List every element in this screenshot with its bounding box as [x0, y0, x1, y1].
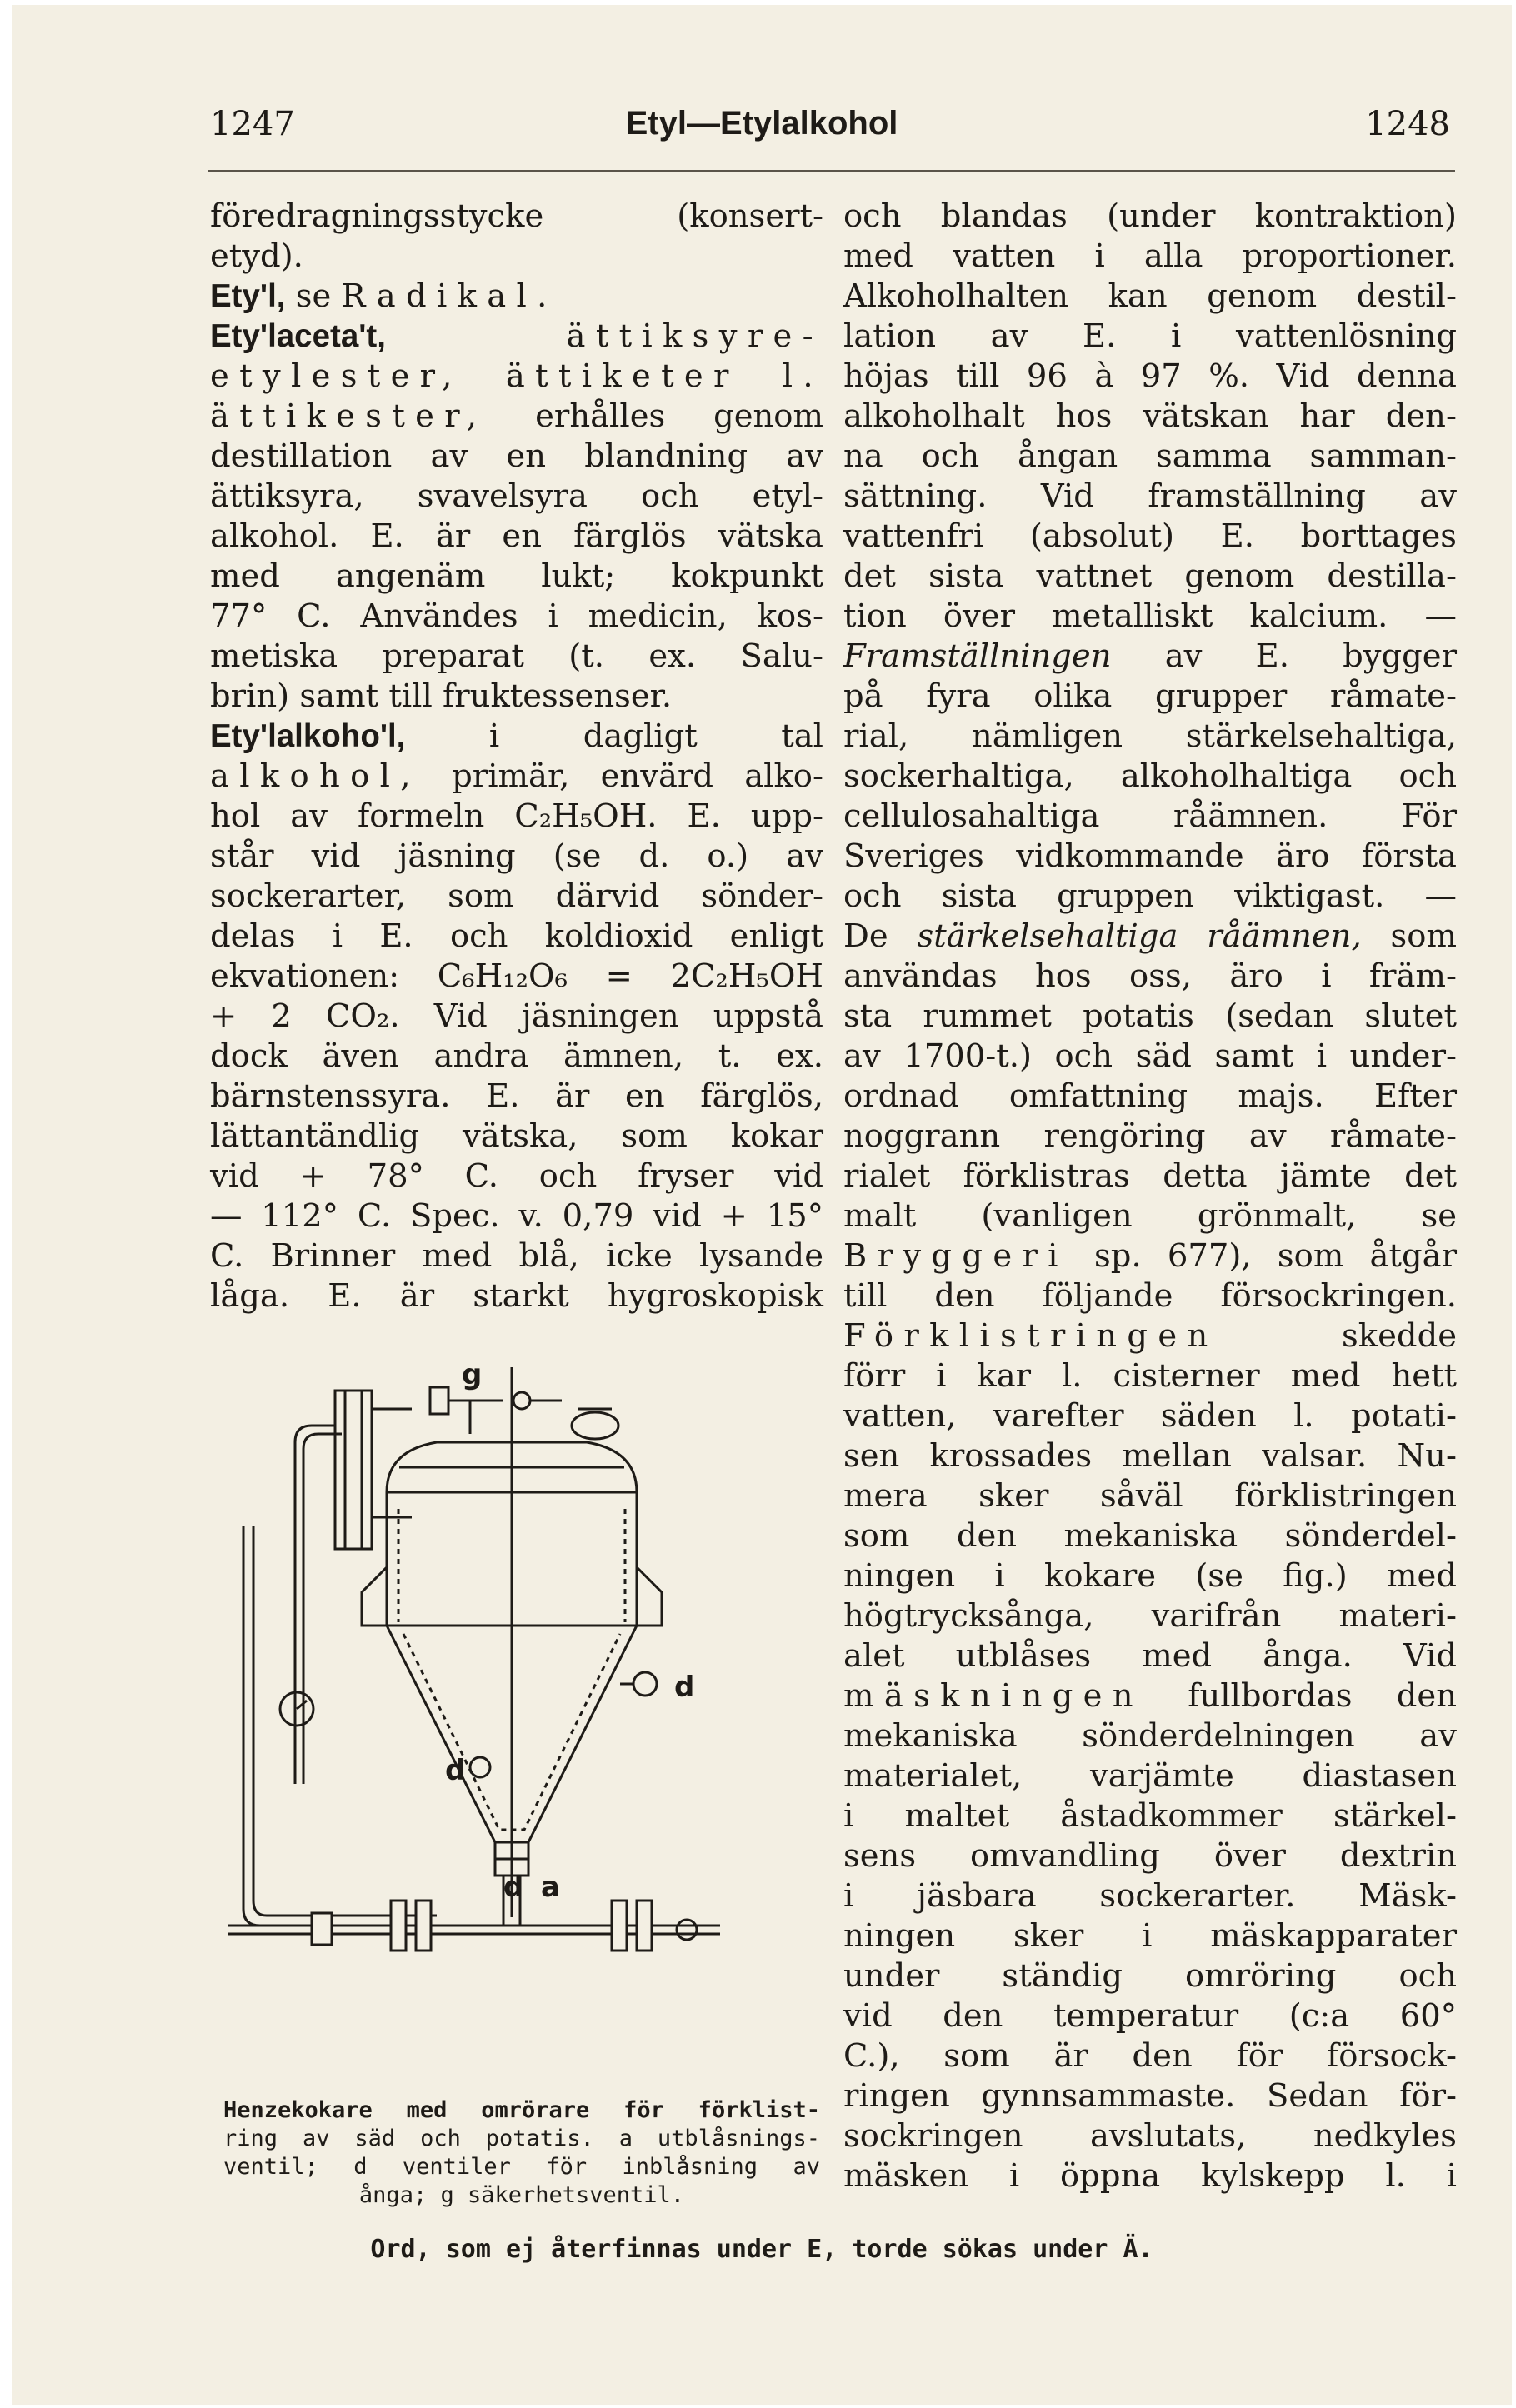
text-line: malt (vanligen grönmalt, se	[843, 1197, 1457, 1235]
text-line: alkohol, primär, envärd alko-	[210, 757, 823, 795]
text-line: tion över metalliskt kalcium. —	[843, 597, 1457, 635]
text-line: destillation av en blandning av	[210, 437, 823, 475]
text-line: — 112° C. Spec. v. 0,79 vid + 15°	[210, 1197, 823, 1235]
entry-etyl: Ety'l, se Radikal.	[210, 277, 558, 315]
page-number-left: 1247	[210, 105, 295, 143]
text-line: användas hos oss, äro i främ-	[843, 957, 1457, 995]
text-line: rial, nämligen stärkelsehaltiga,	[843, 717, 1457, 755]
text-line: materialet, varjämte diastasen	[843, 1757, 1457, 1795]
text-line: Förklistringen skedde	[843, 1317, 1457, 1355]
chemical-equation: ekvationen: C₆H₁₂O₆ = 2C₂H₅OH	[210, 957, 823, 995]
caption-line: ånga; g säkerhetsventil.	[358, 2182, 685, 2208]
text-line: låga. E. är starkt hygroskopisk	[210, 1277, 823, 1315]
henze-cooker-figure	[220, 1351, 820, 2084]
text-line: föredragningsstycke (konsert-	[210, 197, 823, 235]
section-term: stärkelsehaltiga råämnen,	[917, 917, 1362, 955]
page-footer-note: Ord, som ej återfinnas under E, torde sökas under Ä.	[370, 2235, 1153, 2264]
text-line: vid den temperatur (c:a 60°	[843, 1997, 1457, 2035]
text-line: i jäsbara sockerarter. Mäsk-	[843, 1877, 1457, 1915]
text-line: sen krossades mellan valsar. Nu-	[843, 1437, 1457, 1475]
text-line: på fyra olika grupper råmate-	[843, 677, 1457, 715]
cross-reference: Bryggeri	[843, 1237, 1068, 1275]
text-line: högtrycksånga, varifrån materi-	[843, 1597, 1457, 1635]
text-line: Framställningen av E. bygger	[843, 637, 1457, 675]
text-line: ordnad omfattning majs. Efter	[843, 1077, 1457, 1115]
text-line: bärnstenssyra. E. är en färglös,	[210, 1077, 823, 1115]
right-column	[843, 197, 1457, 2196]
headword: Ety'lalkoho'l,	[210, 718, 406, 754]
text-line: + 2 CO₂. Vid jäsningen uppstå	[210, 997, 823, 1035]
section-term: Framställningen	[843, 637, 1112, 675]
running-header	[12, 105, 1512, 163]
text-line: med vatten i alla proportioner.	[843, 237, 1457, 275]
text-line: etylester, ättiketer l.	[210, 357, 823, 395]
text-line: alkoholhalt hos vätskan har den-	[843, 397, 1457, 435]
text-line: rialet förklistras detta jämte det	[843, 1157, 1457, 1195]
headword: Ety'laceta't,	[210, 318, 386, 354]
text-line: i maltet åstadkommer stärkel-	[843, 1797, 1457, 1835]
text-line: De stärkelsehaltiga råämnen, som	[843, 917, 1457, 955]
text-line: delas i E. och koldioxid enligt	[210, 917, 823, 955]
entry-etylacetat: Ety'laceta't, ättiksyre-	[210, 317, 823, 355]
text-line: Sveriges vidkommande äro första	[843, 837, 1457, 875]
headword: Ety'l,	[210, 278, 286, 314]
label-d: d	[674, 1671, 695, 1704]
entry-etylalkohol: Ety'lalkoho'l, i dagligt tal	[210, 717, 823, 755]
text-line: mäsken i öppna kylskepp l. i	[843, 2157, 1457, 2195]
text-line: höjas till 96 à 97 %. Vid denna	[843, 357, 1457, 395]
label-d: d	[445, 1754, 466, 1787]
page-number-right: 1248	[1365, 105, 1450, 143]
text-line: Alkoholhalten kan genom destil-	[843, 277, 1457, 315]
label-a: a	[541, 1871, 560, 1904]
text-line: av 1700-t.) och säd samt i under-	[843, 1037, 1457, 1075]
text-line: mekaniska sönderdelningen av	[843, 1717, 1457, 1755]
text-line: ättiksyra, svavelsyra och etyl-	[210, 477, 823, 515]
text-line: na och ångan samma samman-	[843, 437, 1457, 475]
label-d: d	[503, 1871, 524, 1904]
text-line: lättantändlig vätska, som kokar	[210, 1117, 823, 1155]
text-line: alkohol. E. är en färglös vätska	[210, 517, 823, 555]
section-term: Förklistringen	[843, 1317, 1218, 1355]
text-line: metiska preparat (t. ex. Salu-	[210, 637, 823, 675]
text-line: sättning. Vid framställning av	[843, 477, 1457, 515]
text-line: ättikester, erhålles genom	[210, 397, 823, 435]
text-line: vatten, varefter säden l. potati-	[843, 1397, 1457, 1435]
text-line: mäskningen fullbordas den	[843, 1677, 1457, 1715]
text-line: sta rummet potatis (sedan slutet	[843, 997, 1457, 1035]
text-line: lation av E. i vattenlösning	[843, 317, 1457, 355]
text-line: och blandas (under kontraktion)	[843, 197, 1457, 235]
left-column	[210, 197, 823, 1316]
text-line: och sista gruppen viktigast. —	[843, 877, 1457, 915]
text-line: C.), som är den för försock-	[843, 2037, 1457, 2075]
text-line: C. Brinner med blå, icke lysande	[210, 1237, 823, 1275]
text-line: dock även andra ämnen, t. ex.	[210, 1037, 823, 1075]
text-line: Bryggeri sp. 677), som åtgår	[843, 1237, 1457, 1275]
text-line: ringen gynnsammaste. Sedan för-	[843, 2077, 1457, 2115]
text-line: etyd).	[210, 237, 303, 275]
text-line: står vid jäsning (se d. o.) av	[210, 837, 823, 875]
section-term: mäskningen	[843, 1677, 1143, 1715]
header-rule	[208, 170, 1455, 172]
text-line: det sista vattnet genom destilla-	[843, 557, 1457, 595]
text-line: vid + 78° C. och fryser vid	[210, 1157, 823, 1195]
text-line: förr i kar l. cisterner med hett	[843, 1357, 1457, 1395]
caption-line: Henzekokare med omrörare för förklist-	[223, 2097, 820, 2123]
text-line: som den mekaniska sönderdel-	[843, 1517, 1457, 1555]
henze-cooker-diagram	[220, 1351, 820, 2084]
text-line: ningen i kokare (se fig.) med	[843, 1557, 1457, 1595]
caption-line: ventil; d ventiler för inblåsning av	[223, 2154, 820, 2180]
text-line: under ständig omröring och	[843, 1957, 1457, 1995]
cross-reference: Radikal.	[341, 277, 558, 315]
figure-caption	[223, 2096, 820, 2210]
text-line: med angenäm lukt; kokpunkt	[210, 557, 823, 595]
text-line: 77° C. Användes i medicin, kos-	[210, 597, 823, 635]
caption-line: ring av säd och potatis. a utblåsnings-	[223, 2126, 820, 2151]
text-line: cellulosahaltiga råämnen. För	[843, 797, 1457, 835]
label-g: g	[462, 1358, 483, 1391]
page	[12, 5, 1512, 2405]
text-line: alet utblåses med ånga. Vid	[843, 1637, 1457, 1675]
text-line: mera sker såväl förklistringen	[843, 1477, 1457, 1515]
text-line: sockerhaltiga, alkoholhaltiga och	[843, 757, 1457, 795]
page-title: Etyl—Etylalkohol	[625, 105, 898, 142]
text-line: brin) samt till fruktessenser.	[210, 677, 673, 715]
text-line: noggrann rengöring av råmate-	[843, 1117, 1457, 1155]
text-line: sens omvandling över dextrin	[843, 1837, 1457, 1875]
text-line: sockerarter, som därvid sönder-	[210, 877, 823, 915]
text-line: till den följande försockringen.	[843, 1277, 1457, 1315]
text-line: hol av formeln C₂H₅OH. E. upp-	[210, 797, 823, 835]
text-line: sockringen avslutats, nedkyles	[843, 2117, 1457, 2155]
text-line: vattenfri (absolut) E. borttages	[843, 517, 1457, 555]
text-line: ningen sker i mäskapparater	[843, 1917, 1457, 1955]
